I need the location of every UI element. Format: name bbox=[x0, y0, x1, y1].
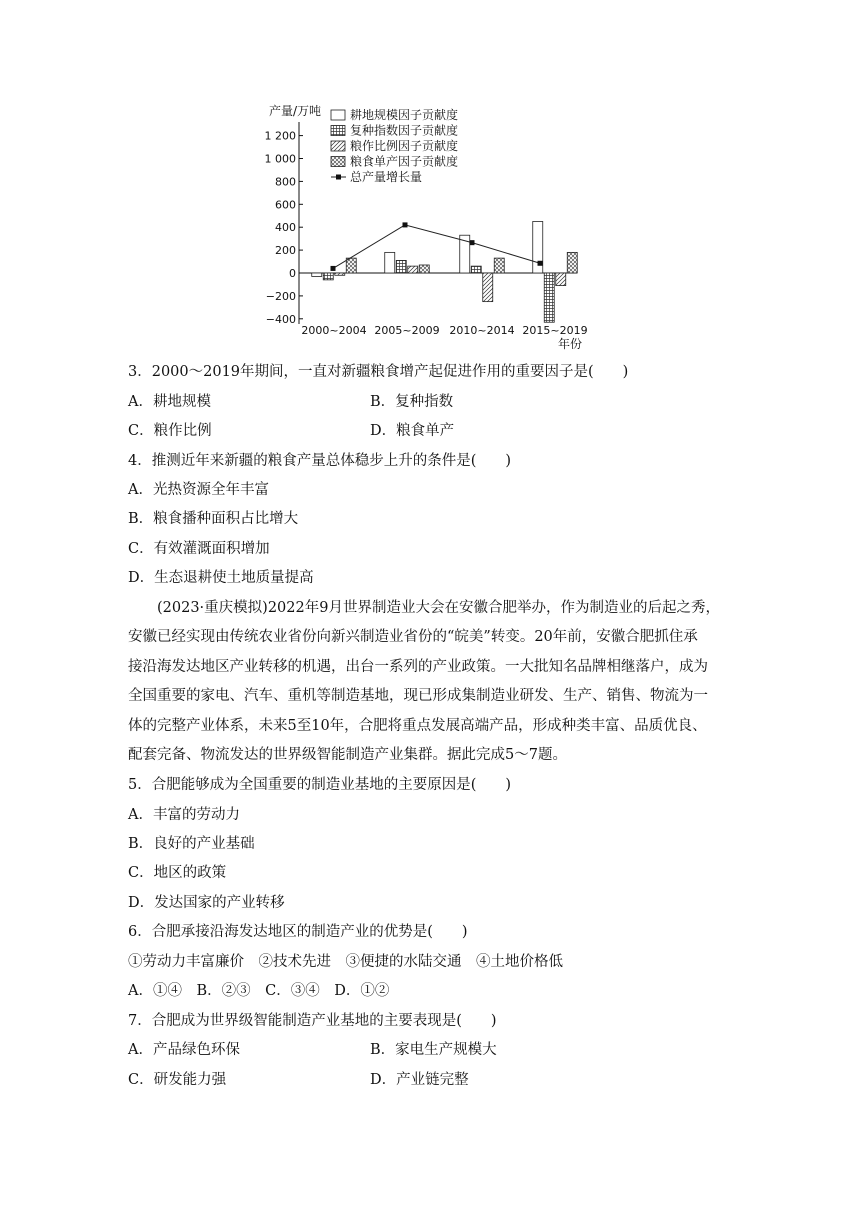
y-tick-label: 400 bbox=[275, 221, 296, 235]
legend-swatch bbox=[331, 157, 345, 167]
passage-line: 全国重要的家电、汽车、重机等制造基地，现已形成集制造业研发、生产、销售、物流为一 bbox=[128, 688, 708, 705]
legend-label: 粮食单产因子贡献度 bbox=[350, 154, 459, 169]
legend-label: 粮作比例因子贡献度 bbox=[350, 139, 459, 153]
bar bbox=[408, 266, 418, 273]
q3-option-a[interactable]: A．耕地规模 bbox=[128, 394, 211, 410]
bar bbox=[483, 273, 493, 302]
y-tick-label: 0 bbox=[289, 267, 296, 280]
bar bbox=[494, 258, 504, 273]
bar bbox=[335, 273, 345, 275]
passage-line: 安徽已经实现由传统农业省份向新兴制造业省份的“皖美”转变。20年前，安徽合肥抓住承 bbox=[128, 629, 698, 646]
q5-option-d[interactable]: D．发达国家的产业转移 bbox=[128, 895, 285, 911]
y-tick-label: 600 bbox=[275, 198, 296, 212]
passage-line: 体的完整产业体系，未来5至10年，合肥将重点发展高端产品，形成种类丰富、品质优良、 bbox=[128, 717, 707, 734]
legend-swatch bbox=[331, 141, 345, 151]
x-category-label: 2015~2019 bbox=[522, 324, 588, 337]
y-tick-label: 800 bbox=[275, 175, 296, 189]
total-growth-point bbox=[538, 261, 543, 266]
q3-option-b[interactable]: B．复种指数 bbox=[370, 394, 454, 410]
q7-option-b[interactable]: B．家电生产规模大 bbox=[370, 1042, 497, 1058]
q7-option-a[interactable]: A．产品绿色环保 bbox=[128, 1042, 240, 1058]
q3-option-d[interactable]: D．粮食单产 bbox=[370, 423, 455, 439]
total-growth-point bbox=[331, 266, 336, 271]
bar bbox=[385, 252, 395, 273]
bar bbox=[419, 265, 429, 273]
q4-stem: 4．推测近年来新疆的粮食产量总体稳步上升的条件是( ) bbox=[128, 453, 512, 469]
q6-items: ①劳动力丰富廉价 ②技术先进 ③便捷的水陆交通 ④土地价格低 bbox=[128, 954, 563, 970]
y-tick-label: 1 200 bbox=[264, 129, 296, 143]
q7-option-d[interactable]: D．产业链完整 bbox=[370, 1072, 469, 1088]
total-growth-point bbox=[470, 240, 475, 245]
legend-label: 耕地规模因子贡献度 bbox=[350, 108, 459, 122]
q5-stem: 5．合肥能够成为全国重要的制造业基地的主要原因是( ) bbox=[128, 777, 512, 793]
y-tick-label: 200 bbox=[275, 244, 296, 258]
q6-stem: 6．合肥承接沿海发达地区的制造产业的优势是( ) bbox=[128, 924, 468, 940]
passage-line: 配套完备、物流发达的世界级智能制造产业集群。据此完成5～7题。 bbox=[128, 747, 567, 764]
q3-option-c[interactable]: C．粮作比例 bbox=[128, 423, 212, 439]
q5-option-a[interactable]: A．丰富的劳动力 bbox=[128, 807, 240, 823]
bar bbox=[396, 260, 406, 273]
x-category-label: 2000~2004 bbox=[301, 324, 367, 337]
y-tick-label: −400 bbox=[265, 312, 296, 326]
grain-production-chart bbox=[255, 98, 595, 356]
q5-option-c[interactable]: C．地区的政策 bbox=[128, 865, 227, 881]
q5-option-b[interactable]: B．良好的产业基础 bbox=[128, 836, 255, 852]
x-category-label: 2010~2014 bbox=[449, 324, 515, 337]
legend-swatch bbox=[331, 126, 345, 136]
y-tick-label: −200 bbox=[265, 289, 296, 303]
legend-label: 复种指数因子贡献度 bbox=[350, 123, 459, 138]
q4-option-c[interactable]: C．有效灌溉面积增加 bbox=[128, 541, 270, 557]
q7-stem: 7．合肥成为世界级智能制造产业基地的主要表现是( ) bbox=[128, 1013, 497, 1029]
passage-line: (2023·重庆模拟)2022年9月世界制造业大会在安徽合肥举办，作为制造业的后起之秀， bbox=[157, 600, 720, 616]
total-growth-point bbox=[403, 222, 408, 227]
bar bbox=[544, 273, 554, 322]
legend-label: 总产量增长量 bbox=[350, 170, 423, 184]
bar bbox=[556, 273, 566, 286]
passage-line: 接沿海发达地区产业转移的机遇，出台一系列的产业政策。一大批知名品牌相继落户，成为 bbox=[128, 658, 708, 675]
x-category-label: 2005~2009 bbox=[374, 324, 440, 337]
q4-option-d[interactable]: D．生态退耕使土地质量提高 bbox=[128, 570, 314, 586]
q4-option-b[interactable]: B．粮食播种面积占比增大 bbox=[128, 511, 299, 527]
q7-option-c[interactable]: C．研发能力强 bbox=[128, 1072, 227, 1088]
legend-swatch bbox=[331, 110, 345, 120]
chart-legend bbox=[331, 107, 458, 184]
x-axis-label: 年份 bbox=[558, 337, 583, 351]
q4-option-a[interactable]: A．光热资源全年丰富 bbox=[128, 482, 269, 498]
legend-line-marker bbox=[336, 175, 341, 180]
total-growth-line bbox=[333, 225, 540, 269]
bar bbox=[312, 273, 322, 276]
y-axis-label: 产量/万吨 bbox=[269, 104, 322, 118]
reading-passage bbox=[128, 594, 736, 770]
q6-options[interactable]: A．①④ B．②③ C．③④ D．①② bbox=[128, 983, 390, 999]
bar bbox=[567, 252, 577, 273]
bar bbox=[323, 273, 333, 280]
bar bbox=[346, 258, 356, 273]
q3-stem: 3．2000～2019年期间，一直对新疆粮食增产起促进作用的重要因子是( ) bbox=[128, 364, 629, 380]
bar bbox=[471, 266, 481, 273]
y-tick-label: 1 000 bbox=[264, 152, 296, 166]
